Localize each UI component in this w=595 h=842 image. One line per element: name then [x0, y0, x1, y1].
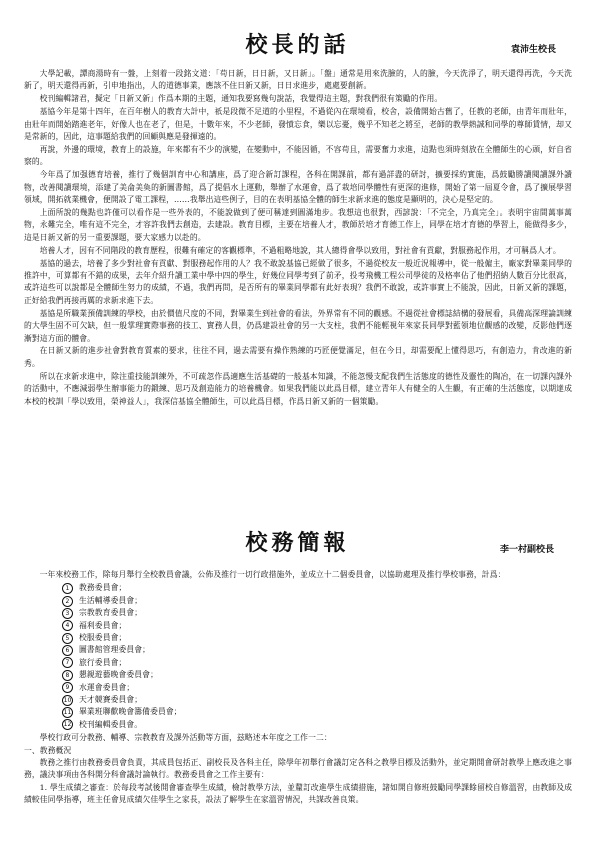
committee-name: 生活輔導委員會；	[79, 595, 143, 605]
committee-item	[62, 657, 572, 669]
article-title-school-report: 校務簡報	[245, 531, 350, 556]
committee-name: 水運會委員會；	[79, 682, 135, 692]
committee-list	[62, 582, 572, 731]
circled-number: 4	[62, 620, 73, 631]
circled-number: 11	[63, 709, 72, 717]
circled-number: 1	[62, 583, 73, 594]
article-author-vice-principal: 李一村副校長	[500, 545, 555, 555]
committee-name: 宗教教育委員會；	[79, 608, 143, 618]
committee-name: 圖書館管理委員會；	[79, 645, 151, 655]
paragraph: 上面所說的幾點也許僅可以看作是一些外表的，不能說做到了便可稱達到圓滿地步。我想這也很對，西諺說：「不完全，乃真完全」。表明宇宙間萬事萬物，永難完全，唯有這不完全，才容許我們去創造，去建設。教育目標，主要在培養人才，教師於培才育德工作上，同學在培才育德的學習上，能做得多少，這是日新又新的另一重要課題，要大家感力以赴的。	[24, 207, 572, 242]
circled-number: 2	[62, 596, 73, 607]
paragraph: 基協今年是第十四年，在百年樹人的教育大計中，祇是段微不足道的小里程，不過從內在環境看，校舍，設備開始古舊了，任教的老師，由青年而壯年，由壯年而開始踏進老年，好像人也在老了，但是，十數年來，不少老師，發憤忘食，樂以忘憂，幾乎不知老之將至，老師的教學熱誠和同學的尊師賃情，却又是常新的，因此，這事題給我們的回顧與應是發揮遠的。	[24, 107, 572, 142]
school-report-body	[24, 569, 572, 807]
paragraph: 基協是所職業預備訓練的學校，由於價值尺度的不同，對畢業生到社會的看法，外界常有不同的觀感。不過從社會標誌結構的發展看，具備高深理論訓練的大學生固不可欠缺，但一般掌理實際事務的技工、實務人員，仍爲建設社會的另一大支柱，我們不能輕視年來家長同學對藍領地位觀感的改變，反影他們逐漸對這方面的體會。	[24, 308, 572, 343]
committee-name: 校服委員會；	[79, 632, 127, 642]
circled-number: 6	[62, 645, 73, 656]
paragraph: 基協的過去，培養了多少對社會有貢獻、對服務起作用的人？我不敢說基協已經做了很多，不過從校友一般近況報導中，從一般僱主，廠家對畢業同學的推許中，可算都有不錯的成果，去年介紹升讀工業中學中四的學生，好幾位同學考到了前矛，投考飛機工程公司學徒的及格率佔了他們招納人數百分比很高，或許這些可以說都是全體師生努力的成績，不過，我們再問，是否所有的畢業同學都有此好表現？我們不敢說，或許事實上不能說，因此，日新又新的課題，正好給我們再接再厲的求新求進下去。	[24, 258, 572, 305]
committee-name: 懇親遊藝晚會委員會；	[79, 670, 158, 680]
section-item: 1. 學生成績之審查：於每段考試後開會審查學生成績，檢討教學方法，並釐訂改進學生成績措施，諸如開自修班鼓勵同學課餘留校自修溫習，由教師及成績較佳同學指導，班主任會見成績欠佳學生之家長，設法了解學生在家溫習情況，共謀改善良策。	[24, 782, 572, 805]
committee-item	[62, 719, 572, 731]
principal-article-body	[24, 68, 572, 408]
report-admin-summary: 學校行政可分教務、輔導、宗教教育及課外活動等方面，玆略述本年度之工作一二：	[39, 733, 332, 743]
paragraph: 大學記載，譚商湯時有一盤，上刻着一段銘文道：「苟日新，日日新，又日新」。「盤」通常是用來洗臉的，人的臉，今天洗淨了，明天還得再洗，今天洗新了，明天還得再新，引申地指出，人的道德事業，應該不住日新又新，日日求進步，處處要創新。	[24, 69, 572, 91]
paragraph: 再說，外邊的環境，教育上的設施，年來都有不少的演變，在變動中，不能因循，不容苟且，需要奮力求進，這點也須時刻放在全體師生的心頭，好自省察的。	[24, 144, 572, 167]
committee-name: 畢業班聯歡晚會籌備委員會；	[79, 707, 182, 717]
committee-item	[62, 706, 572, 718]
circled-number: 10	[63, 696, 72, 704]
circled-number: 5	[62, 633, 73, 644]
committee-item	[62, 595, 572, 607]
committee-item	[62, 632, 572, 644]
committee-item	[62, 694, 572, 706]
committee-item	[62, 669, 572, 681]
article-author-principal: 袁沛生校長	[511, 45, 557, 55]
paragraph: 今年爲了加强德育培養，推行了幾個訓育中心和講座，爲了迎合新訂課程，各科在開課前，都有過詳盡的研討，擴要採約實施，爲鼓勵勝讀閱讀課外讀物，改善閱讀環境，添建了美侖美奐的新圖書館，爲了提倡水上運動，舉辦了水運會，爲了栽培同學體性有更深的進修，開始了第一屆夏令會，爲了擴展學習領域，開拓就業機會，便開設了電工課程，……我舉出這些例子，目的在表明基協全體的師生求新求進的態度是顯明的，決心是堅定的。	[24, 170, 572, 205]
committee-name: 天才競賽委員會；	[79, 694, 143, 704]
committee-name: 教務委員會；	[79, 583, 127, 593]
section-heading: 一、教務概況	[24, 745, 72, 755]
circled-number: 8	[62, 670, 73, 681]
committee-item	[62, 620, 572, 632]
committee-item	[62, 582, 572, 594]
report-intro: 一年來校務工作，除每月舉行全校教員會議，公佈及推行一切行政措施外，並成立十二個委員會，以協助處理及推行學校事務，計爲：	[39, 570, 506, 579]
section-paragraph: 教務之推行由教務委員會負責，其成員包括正、副校長及各科主任，除學年初舉行會議訂定各科之教學目標及活動外，並定期開會研討教學上應改進之事務，議決事項由各科開分科會議討論執行。教務委員會之工作主要有：	[24, 757, 572, 780]
circled-number: 12	[63, 721, 72, 729]
paragraph: 培養人才，因有不同階段的教育歷程，很難有確定的客觀標準，不過粗略地說，其人總得會學以致用，對社會有貢獻，對服務起作用，才可稱爲人才。	[39, 245, 561, 255]
committee-item	[62, 607, 572, 619]
committee-name: 旅行委員會；	[79, 657, 127, 667]
article-title-principal: 校長的話	[245, 33, 350, 58]
paragraph: 所以在求新求進中，除注重技能訓練外，不可疏忽作爲適應生活基礎的一般基本知識，不能忽慢支配我們生活態度的德性及靈性的陶冶，在一切課內課外的活動中，不應減弱學生辦事能力的鍛練、思巧及創造能力的培養機會。如果我們能以此爲目標，建立青年人有健全的人生觀，有正確的生活態度，以期達成本校的校訓「學以致用，榮神益人」，我深信基協全體師生，可以此爲目標，作爲日新又新的一個策勵。	[24, 371, 572, 406]
committee-name: 福利委員會；	[79, 620, 127, 630]
paragraph: 在日新又新的進步社會對教育質素的要求，往往不同，過去需要有操作熟練的巧匠便覺滿足，但在今日，却需要配上懂得思巧，有創造力，肯改進的新秀。	[24, 346, 572, 368]
circled-number: 3	[62, 608, 73, 619]
committee-item	[62, 644, 572, 656]
circled-number: 7	[62, 657, 73, 668]
committee-name: 校刊編輯委員會。	[79, 719, 143, 729]
paragraph: 校刊編輯諸君，擬定「日新又新」作爲本期的主題，通知我要寫幾句說話，我覺得這主題，對我們很有策勵的作用。	[39, 94, 443, 104]
committee-item	[62, 682, 572, 694]
circled-number: 9	[62, 682, 73, 693]
